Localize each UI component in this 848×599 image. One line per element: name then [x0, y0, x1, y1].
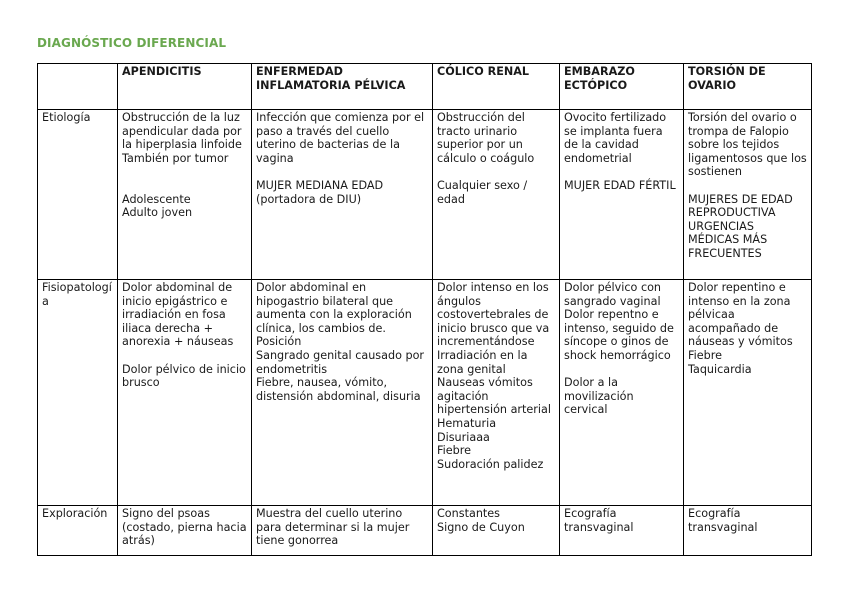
cell-text: Irradiación en la zona genital	[437, 348, 528, 376]
table-header-row	[38, 64, 812, 110]
table-cell	[684, 110, 812, 280]
cell-text: Disuriaaa	[437, 430, 490, 444]
differential-diagnosis-table	[37, 63, 812, 556]
cell-text: Ecografía transvaginal	[564, 507, 634, 534]
cell-text: Adulto joven	[122, 206, 193, 220]
cell-text: Fiebre	[437, 444, 471, 458]
row-label-exploracion: Exploración	[38, 506, 118, 556]
cell-text: agitación	[437, 389, 489, 403]
cell-text: Sudoración palidez	[437, 457, 544, 471]
cell-text: Dolor intenso en los ángulos costovertebrales de inicio brusco que va incrementándose	[437, 281, 550, 349]
table-cell	[560, 506, 684, 556]
cell-text	[564, 165, 679, 179]
header-cell-torsion-ovario: TORSIÓN DE OVARIO	[684, 64, 812, 110]
cell-text: Fiebre	[688, 348, 722, 362]
cell-text: Nauseas vómitos	[437, 376, 533, 390]
cell-text: Adolescente	[122, 192, 191, 206]
cell-text: MUJER MEDIANA EDAD (portadora de DIU)	[256, 178, 384, 206]
table-cell	[118, 506, 252, 556]
table-cell	[560, 280, 684, 506]
table-cell	[252, 506, 433, 556]
cell-text: Ovocito fertilizado se implanta fuera de la cavidad endometrial	[564, 111, 667, 165]
table-row-etiologia	[38, 110, 812, 280]
header-cell-empty	[38, 64, 118, 110]
table-cell	[252, 280, 433, 506]
cell-text: Dolor abdominal en hipogastrio bilateral que aumenta con la exploración clínica, los cambios de. Posición	[256, 281, 412, 349]
cell-text: Dolor a la movilización cervical	[564, 376, 634, 417]
cell-text	[688, 179, 807, 193]
cell-text	[122, 349, 247, 363]
cell-text: Obstrucción de la luz apendicular dada por la hiperplasia linfoide	[122, 111, 242, 152]
cell-text: MUJER EDAD FÉRTIL	[564, 178, 676, 192]
header-cell-colico-renal: CÓLICO RENAL	[433, 64, 560, 110]
table-cell	[433, 110, 560, 280]
cell-text: Hematuria	[437, 416, 497, 430]
cell-text: Fiebre, nausea, vómito, distensión abdominal, disuria	[256, 376, 421, 403]
cell-text: Constantes	[437, 507, 501, 520]
document-title: DIAGNÓSTICO DIFERENCIAL	[37, 36, 227, 50]
cell-text	[564, 363, 679, 377]
cell-text: Infección que comienza por el paso a través del cuello uterino de bacterias de la vagina	[256, 111, 425, 165]
cell-text: Dolor repentno e intenso, seguido de síncope o ginos de shock hemorrágico	[564, 308, 674, 362]
cell-text: Sangrado genital causado por endometritis	[256, 348, 425, 376]
header-cell-embarazo-ectopico: EMBARAZO ECTÓPICO	[560, 64, 684, 110]
header-cell-apendicitis: APENDICITIS	[118, 64, 252, 110]
table-cell	[684, 506, 812, 556]
cell-text: Signo del psoas (costado, pierna hacia atrás)	[122, 507, 247, 548]
cell-text: Signo de Cuyon	[437, 520, 525, 534]
table-cell	[252, 110, 433, 280]
cell-text: Dolor pélvico con sangrado vaginal	[564, 281, 662, 308]
cell-text	[256, 165, 428, 179]
cell-text: Obstrucción del tracto urinario superior por un cálculo o coágulo	[437, 111, 535, 165]
cell-text: Taquicardia	[688, 362, 752, 376]
table-cell	[684, 280, 812, 506]
cell-text: Torsión del ovario o trompa de Falopio sobre los tejidos ligamentosos que los sostienen	[688, 111, 807, 179]
table-cell	[118, 110, 252, 280]
cell-text	[437, 165, 555, 179]
cell-text	[122, 165, 247, 179]
header-cell-eip: ENFERMEDAD INFLAMATORIA PÉLVICA	[252, 64, 433, 110]
cell-text: Dolor repentino e intenso en la zona pélvicaa acompañado de náuseas y vómitos	[688, 281, 793, 349]
table-row-exploracion	[38, 506, 812, 556]
cell-text: Muestra del cuello uterino para determinar si la mujer tiene gonorrea	[256, 507, 410, 548]
cell-text	[122, 179, 247, 193]
cell-text: Dolor pélvico de inicio brusco	[122, 362, 246, 390]
cell-text: URGENCIAS MÉDICAS MÁS FRECUENTES	[688, 219, 768, 260]
table-cell	[433, 506, 560, 556]
table-cell	[433, 280, 560, 506]
table-cell	[118, 280, 252, 506]
cell-text: MUJERES DE EDAD REPRODUCTIVA	[688, 192, 793, 220]
cell-text: Dolor abdominal de inicio epigástrico e irradiación en fosa iliaca derecha + anorexia + náuseas	[122, 281, 234, 349]
row-label-etiologia: Etiología	[38, 110, 118, 280]
cell-text: También por tumor	[122, 151, 229, 165]
cell-text: Cualquier sexo / edad	[437, 178, 528, 206]
cell-text: hipertensión arterial	[437, 403, 551, 417]
row-label-fisiopatologia: Fisiopatología	[38, 280, 118, 506]
table-cell	[560, 110, 684, 280]
cell-text: Ecografía transvaginal	[688, 507, 758, 534]
table-row-fisiopatologia	[38, 280, 812, 506]
